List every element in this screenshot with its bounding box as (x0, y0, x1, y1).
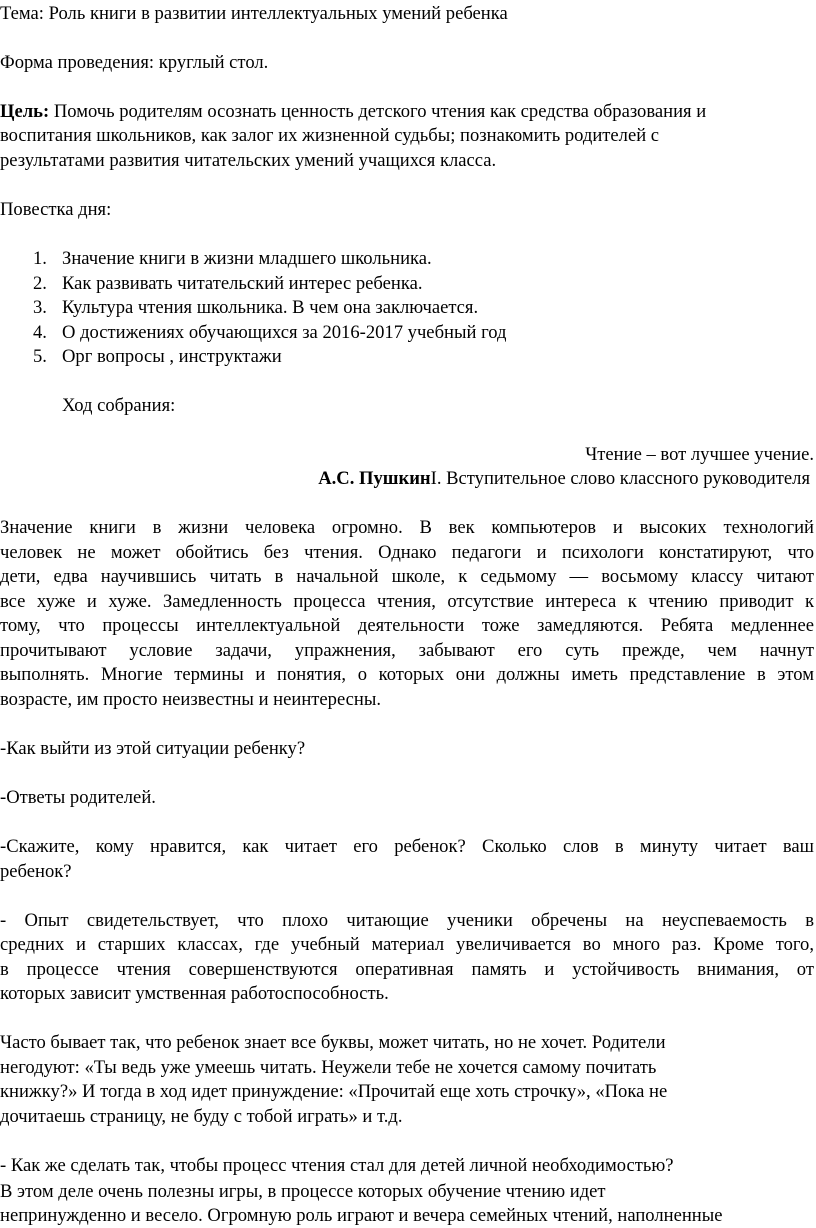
agenda-number: 1. (33, 248, 47, 269)
agenda-number: 2. (33, 273, 47, 294)
paragraph-line: - Опыт свидетельствует, что плохо читающие ученики обречены на неуспеваемость в (0, 910, 814, 931)
goal-label: Цель: (0, 101, 50, 122)
agenda-item: Как развивать читательский интерес ребенка. (62, 273, 423, 294)
paragraph-line: человек не может обойтись без чтения. Однако педагоги и психологи констатируют, что (0, 542, 814, 563)
paragraph-line: негодуют: «Ты ведь уже умеешь читать. Неужели тебе не хочется самому почитать (0, 1057, 657, 1078)
agenda-number: 5. (33, 346, 47, 367)
section-title: I. Вступительное слово классного руководителя (430, 468, 810, 489)
agenda-item: Культура чтения школьника. В чем она заключается. (62, 297, 479, 318)
agenda-number: 4. (33, 322, 47, 343)
paragraph-line: ребенок? (0, 861, 72, 882)
agenda-number: 3. (33, 297, 47, 318)
paragraph-line: Значение книги в жизни человека огромно. В век компьютеров и высоких технологий (0, 517, 814, 538)
paragraph-line: дети, едва научившись читать в начальной школе, к седьмому — восьмому классу читают (0, 566, 814, 587)
paragraph-line: все хуже и хуже. Замедленность процесса чтения, отсутствие интереса к чтению приводит к (0, 591, 814, 612)
paragraph-line: дочитаешь страницу, не буду с тобой играть» и т.д. (0, 1106, 403, 1127)
goal-line-2: воспитания школьников, как залог их жизненной судьбы; познакомить родителей с (0, 125, 660, 146)
question-1: -Как выйти из этой ситуации ребенку? (0, 738, 306, 759)
question-3: - Как же сделать так, чтобы процесс чтения стал для детей личной необходимостью? (0, 1155, 674, 1176)
epigraph: Чтение – вот лучшее учение. (585, 444, 814, 465)
paragraph-line: возрасте, им просто неизвестны и неинтересны. (0, 689, 382, 710)
paragraph-line: книжку?» И тогда в ход идет принуждение: «Прочитай еще хоть строчку», «Пока не (0, 1081, 668, 1102)
agenda-item: Орг вопросы , инструктажи (62, 346, 282, 367)
paragraph-line: средних и старших классах, где учебный материал увеличивается во много раз. Кроме того, (0, 934, 814, 955)
topic-line: Тема: Роль книги в развитии интеллектуальных умений ребенка (0, 3, 508, 24)
paragraph-line: -Скажите, кому нравится, как читает его ребенок? Сколько слов в минуту читает ваш (0, 836, 814, 857)
paragraph-line: непринужденно и весело. Огромную роль играют и вечера семейных чтений, наполненные (0, 1205, 723, 1226)
progress-title: Ход собрания: (62, 395, 176, 416)
paragraph-line: Часто бывает так, что ребенок знает все буквы, может читать, но не хочет. Родители (0, 1032, 666, 1053)
paragraph-line: выполнять. Многие термины и понятия, о которых они должны иметь представление в этом (0, 664, 814, 685)
agenda-title: Повестка дня: (0, 199, 112, 220)
paragraph-line: которых зависит умственная работоспособность. (0, 983, 389, 1004)
goal-text-1: Помочь родителям осознать ценность детского чтения как средства образования и (49, 101, 707, 122)
answer-1: -Ответы родителей. (0, 787, 156, 808)
paragraph-line: В этом деле очень полезны игры, в процессе которых обучение чтению идет (0, 1181, 606, 1202)
agenda-item: О достижениях обучающихся за 2016-2017 учебный год (62, 322, 507, 343)
paragraph-line: прочитывают условие задачи, упражнения, забывают его суть прежде, чем начнут (0, 640, 814, 661)
goal-line-3: результатами развития читательских умений учащихся класса. (0, 150, 497, 171)
goal-line-1 (0, 100, 706, 125)
form-line: Форма проведения: круглый стол. (0, 52, 269, 73)
paragraph-line: тому, что процессы интеллектуальной деятельности тоже замедляются. Ребята медленнее (0, 615, 814, 636)
paragraph-line: в процессе чтения совершенствуются оперативная память и устойчивость внимания, от (0, 959, 814, 980)
epigraph-author-line (318, 467, 810, 492)
epigraph-author: А.С. Пушкин (318, 468, 431, 489)
agenda-item: Значение книги в жизни младшего школьника. (62, 248, 432, 269)
